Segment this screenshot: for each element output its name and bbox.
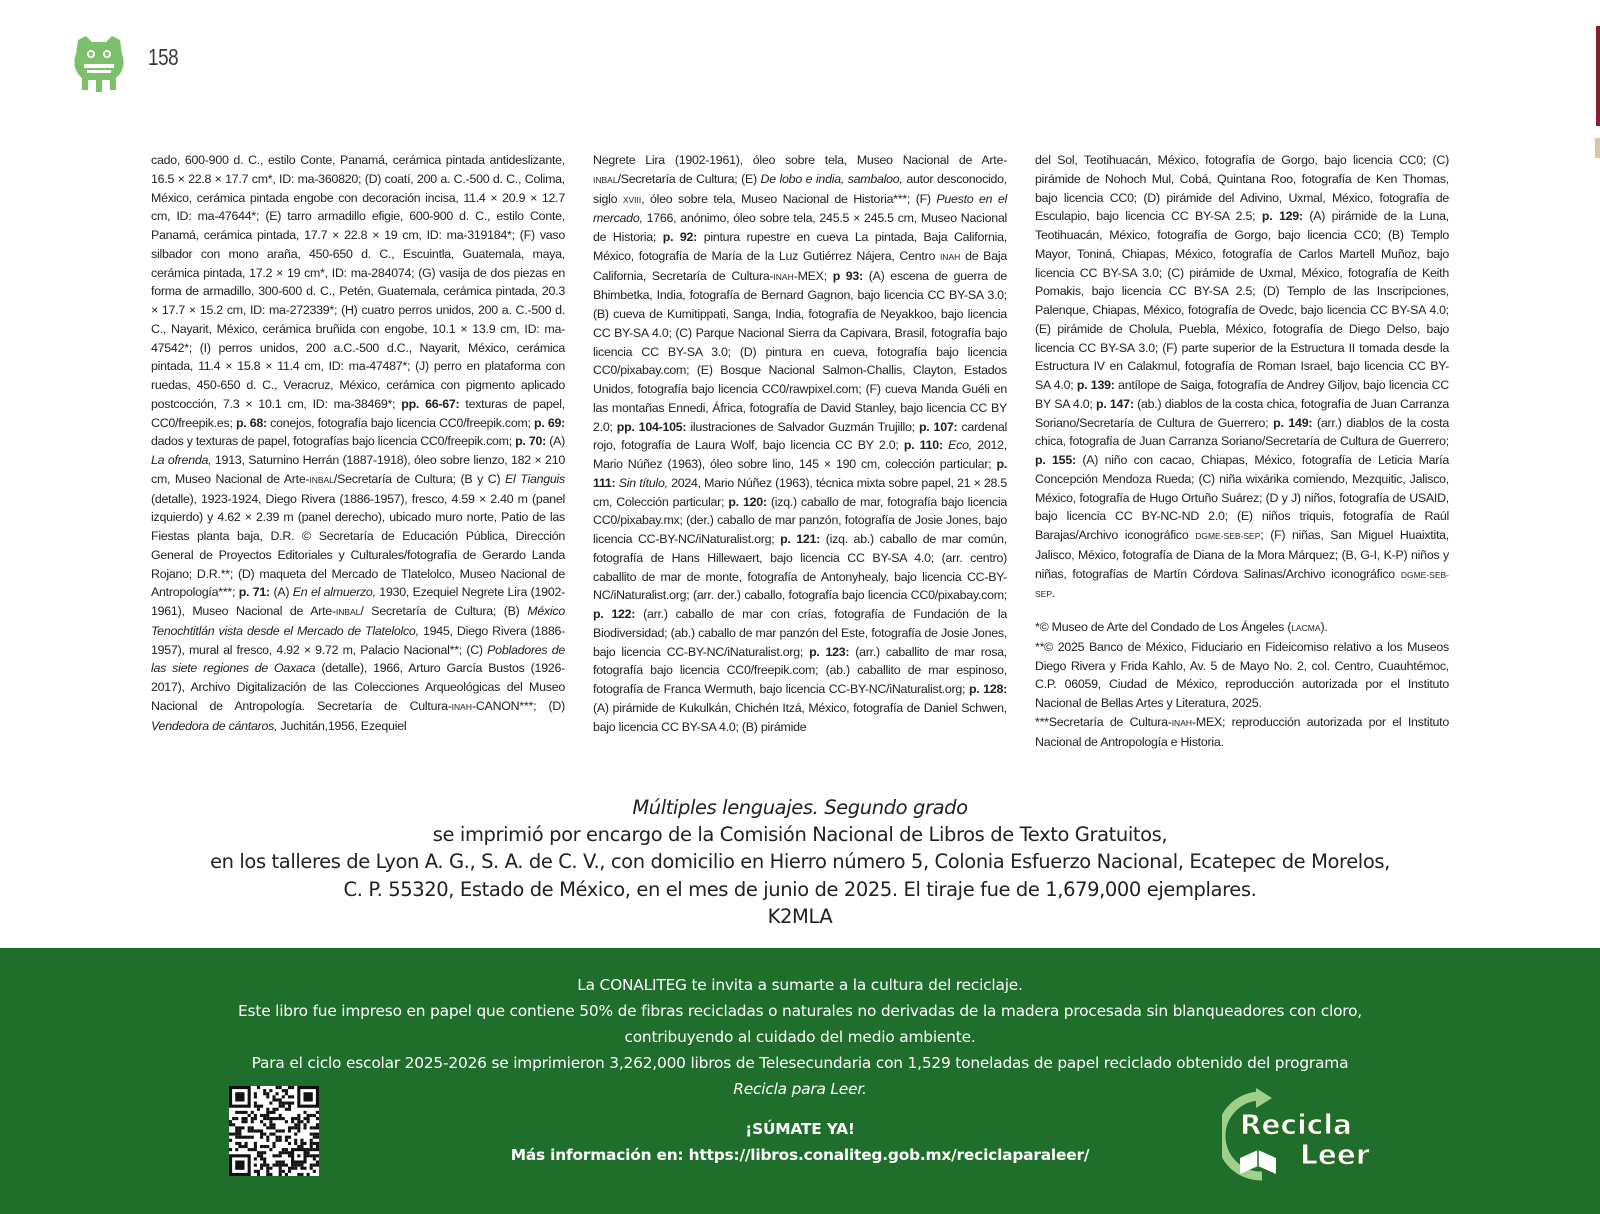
abbreviation: DGME-SEB-SEP [1195,531,1261,541]
credit-text: ilustraciones de Salvador Guzmán Trujillo; [690,419,915,434]
credit-text: /Secretaría de Cultura; (B y C) [333,471,501,486]
credit-text: 1913, Saturnino Herrán (1887-1918), óleo sobre lienzo, 182 × 210 cm, Museo Nacional de Arte- [151,453,565,486]
page-ref: p. 92: [662,230,698,244]
edge-marker [1596,26,1600,126]
book-title: Múltiples lenguajes. Segundo grado [632,796,968,819]
credits-column-1 [151,151,565,735]
page-ref: p. 120: [728,494,767,509]
credit-text: autor desconocido, siglo [593,171,1007,206]
footer-line: Para el ciclo escolar 2025-2026 se imprimieron 3,262,000 libros de Telesecundaria con 1,529 toneladas de papel reciclado obtenido del programa [251,1054,1349,1072]
credit-text: 2024, Mario Núñez (1963), técnica mixta sobre papel, 21 × 28.5 cm, Colección particular; [593,475,1007,509]
footer-line: contribuyendo al cuidado del medio ambiente. [624,1028,976,1046]
artwork-title: Vendedora de cántaros, [151,718,278,733]
artwork-title: La ofrenda, [151,453,212,467]
page-number: 158 [148,44,179,70]
footnote-text: -MEX; reproducción autorizada por el Instituto Nacional de Antropología e Historia. [1035,714,1449,749]
page-ref: p. 107: [918,419,958,434]
page-header [0,0,1600,110]
credit-text: (arr.) caballo de mar con crías, fotografía de Fundación de la Biodiversidad; (ab.) caballo de mar panzón del Este, fotografía de Josie Jones, bajo licencia CC-BY-NC/iNaturalist.org; [593,607,1007,659]
footnote-inah [1035,713,1449,752]
page-ref: p. 129: [1261,209,1303,224]
recycling-url-link[interactable]: https://libros.conaliteg.gob.mx/reciclaparaleer/ [688,1146,1090,1164]
abbreviation: XVIII [622,194,642,205]
credit-text: (A) pirámide de la Luna, Teotihuacán, México, fotografía de Gorgo, bajo licencia CC0; (B) Templo Mayor, Toniná, Chiapas, México, fotografía de Carlos Martell Muñoz, bajo licencia CC BY-SA 3.0; (C) pirámide de Uxmal, México, fotografía de Keith Pomakis, bajo licencia CC BY-SA 2.5; (D) Templo de las Inscripciones, Palenque, Chiapas, México, fotografía de Ovedc, bajo licencia CC BY-SA 4.0; (E) pirámide de Cholula, Puebla, México, fotografía de Diego Delso, bajo licencia CC BY-SA 3.0; (F) parte superior de la Estructura II tomada desde la Estructura IV en Calakmul, fotografía de Roman Israel, bajo licencia CC BY-SA 4.0; [1035,209,1449,392]
abbreviation: INBAL [309,474,334,485]
page-ref: p. 128: [968,682,1007,696]
imprint-colophon [0,794,1600,930]
abbreviation: INAH [939,251,961,262]
logo-word-leer: Leer [1300,1138,1370,1171]
credit-text: . [1052,586,1056,601]
imprint-line: C. P. 55320, Estado de México, en el mes de junio de 2025. El tiraje fue de 1,679,000 ejemplares. [343,877,1257,901]
credits-block [1035,151,1449,604]
credit-text: 1945, Diego Rivera (1886-1957), mural al fresco, 4.92 × 9.72 m, Palacio Nacional**; (C) [151,623,565,657]
credit-text: / Secretaría de Cultura; (B) [360,604,520,618]
credit-text: (detalle), 1923-1924, Diego Rivera (1886-1957), fresco, 4.59 × 2.40 m (panel izquierdo) y 4.62 × 2.39 m (panel derecho), ubicado muro norte, Patio de las Fiestas planta baja, D.R. © Secretaría de Educación Pública, Dirección General de Proyectos Editoriales y Culturales/fotografía de Gerardo Landa Rojano; D.R.**; (D) maqueta del Mercado de Tlatelolco, Museo Nacional de Antropología***; [151,491,565,600]
page-ref: p 93: [832,268,863,283]
footnote-banxico: **© 2025 Banco de México, Fiduciario en Fideicomiso relativo a los Museos Diego Rivera y Frida Kahlo, Av. 5 de Mayo No. 2, col. Centro, Cuauhtémoc, C.P. 06059, Ciudad de México, reproducción autorizada por el Instituto Nacional de Bellas Artes y Literatura, 2025. [1035,639,1449,710]
page-ref: p. 69: [534,415,565,430]
abbreviation: INBAL [593,174,618,185]
page-ref: p. 123: [809,644,850,659]
credit-text: (A) niño con cacao, Chiapas, México, fotografía de Leticia María Concepción Mendoza Rueda; (C) niña wixárika comiendo, Mezquitic, Jalisco, México, fotografía de Hugo Ortuño Suárez; (D y J) niños, fotografía de USAID, bajo licencia CC BY-NC-ND 2.0; (E) niños triquis, fotografía de Raúl Barajas/Archivo iconográfico [1035,453,1449,542]
credit-text: pintura rupestre en cueva La pintada, Baja California, México, fotografía de María de la Luz Gutiérrez Nájera, Centro [593,230,1007,263]
credit-text: antílope de Saiga, fotografía de Andrey Giljov, bajo licencia CC BY SA 4.0; [1035,378,1449,411]
abbreviation: INAH [451,701,472,712]
credit-text: Negrete Lira (1902-1961), óleo sobre tela, Museo Nacional de Arte- [593,153,1007,167]
credit-text: 1930, Ezequiel Negrete Lira (1902-1961), Museo Nacional de Arte- [151,585,565,618]
credits-columns [151,151,1449,783]
abbreviation: INAH [773,271,794,282]
page-ref: p. 121: [780,532,821,546]
page-ref: p. 110: [903,438,943,453]
sep-emblem-icon [72,34,126,92]
artwork-title: En el almuerzo, [292,585,376,600]
credit-text: -CANON***; (D) [471,698,565,713]
logo-word-recicla: Recicla [1240,1108,1352,1141]
page-ref: p. 155: [1035,453,1076,467]
recicla-para-leer-logo [1222,1088,1372,1182]
artwork-title: Puesto en el mercado, [593,191,1007,226]
credit-text: /Secretaría de Cultura; (E) [617,171,757,186]
footnote-text: ***Secretaría de Cultura- [1035,714,1172,729]
credit-text: texturas de papel, CC0/freepik.es; [151,396,565,430]
footer-line: Este libro fue impreso en papel que contiene 50% de fibras recicladas o naturales no derivadas de la madera procesada sin blanqueadores con cloro, [238,1002,1362,1020]
artwork-title: Eco, [948,438,972,453]
credit-text: de Baja California, Secretaría de Cultura- [593,248,1007,283]
credit-text: cado, 600-900 d. C., estilo Conte, Panamá, cerámica pintada antideslizante, 16.5 × 22.8 × 17.7 cm*, ID: ma-360820; (D) coatí, 200 a. C.-500 d. C., Colima, México, cerámica pintada engobe con decoración incisa, 11.4 × 20.9 × 12.7 cm, ID: ma-47644*; (E) tarro armadillo efigie, 600-900 d. C., estilo Conte, Panamá, cerámica pintada, 17.7 × 22.8 × 19 cm, ID: ma-319184*; (F) vaso silbador con mono araña, 450-650 d. C., Escuintla, Guatemala, maya, cerámica pintada, 17.2 × 19 cm*, ID: ma-284074; (G) vasija de dos piezas en forma de armadillo, 300-600 d. C., Petén, Guatemala, cerámica pintada, 20.3 × 17.7 × 15.2 cm, ID: ma-272339*; (H) cuatro perros unidos, 200 a. C.-500 d. C., Nayarit, México, cerámica bruñida con engobe, 10.1 × 13.9 cm, ID: ma-47542*; (I) perros unidos, 200 a.C.-500 d.C., Nayarit, México, cerámica pintada, 11.4 × 15.8 × 11.4 cm, ID: ma-47487*; (J) perro en plataforma con ruedas, 450-650 d. C., Veracruz, México, cerámica con pigmento aplicado postcocción, 7.3 × 10.1 cm, ID: ma-38469*; [151,153,565,411]
info-label: Más información en: [510,1146,684,1164]
page-ref: p. 71: [238,585,270,600]
credit-text: dados y texturas de papel, fotografías bajo licencia CC0/freepik.com; [151,434,512,449]
credit-text: cardenal rojo, fotografía de Laura Wolf, bajo licencia CC BY 2.0; [593,419,1007,453]
credit-text: (A) [549,434,565,449]
credit-text: 1766, anónimo, óleo sobre tela, 245.5 × 245.5 cm, Museo Nacional de Historia; [593,211,1007,244]
artwork-title: El Tianguis [505,471,565,486]
abbreviation: INBAL [335,607,361,617]
credit-text: (detalle), 1966, Arturo García Bustos (1926-2017), Archivo Digitalización de las Colecciones Arqueológicas del Museo Nacional de Antropología. Secretaría de Cultura- [151,661,565,713]
credit-text: Juchitán,1956, Ezequiel [280,718,407,733]
credit-text: (izq. ab.) caballo de mar común, fotografía de Hans Hillewaert, bajo licencia CC BY-SA 4.0; (arr. centro) caballito de mar de monte, fotografía de Antonyhealy, bajo licencia CC-BY-NC/iNaturalist.org; (arr. der.) caballo, fotografía bajo licencia CC0/pixabay.com; [593,532,1007,603]
qr-code-icon[interactable] [229,1086,319,1176]
abbreviation: INAH [1171,717,1192,728]
footnote-lacma [1035,618,1449,638]
footnote-text: *© Museo de Arte del Condado de Los Ángeles ( [1035,620,1292,634]
abbreviation: DGME-SEB-SEP [1035,569,1449,600]
credit-text: (ab.) diablos de la costa chica, fotografía de Juan Carranza Soriano/Secretaría de Cultura de Guerrero; [1035,396,1449,430]
credit-text: conejos, fotografía bajo licencia CC0/freepik.com; [270,415,531,430]
credit-text: (izq.) caballo de mar, fotografía bajo licencia CC0/pixabay.mx; (der.) caballo de mar panzón, fotografía de Josie Jones, bajo licencia CC-BY-NC/iNaturalist.org; [593,494,1008,546]
imprint-line: se imprimió por encargo de la Comisión Nacional de Libros de Texto Gratuitos, [432,823,1168,847]
credit-text: (arr.) caballito de mar rosa, fotografía bajo licencia CC0/freepik.com; (ab.) caballito de mar espinoso, fotografía de Franca Wermuth, bajo licencia CC-BY-NC/iNaturalist.org; [593,644,1007,696]
page-ref: p. 122: [593,607,636,621]
program-name: Recicla para Leer. [733,1080,867,1098]
credit-text: (A) pirámide de Kukulkán, Chichén Itzá, México, fotografía de Daniel Schwen, bajo licencia CC BY-SA 4.0; (B) pirámide [593,700,1007,734]
credit-text: (A) escena de guerra de Bhimbetka, India, fotografía de Bernard Gagnon, bajo licencia CC BY-SA 3.0; (B) cueva de Kumitippati, Sanga, India, fotografía de Neyakkoo, bajo licencia CC BY-SA 4.0; (C) Parque Nacional Sierra da Capivara, Brasil, fotografía bajo licencia CC BY-SA 3.0; (D) pintura en cueva, fotografía bajo licencia CC0/pixabay.com; (E) Bosque Nacional Salmon-Challis, Clayton, Estados Unidos, fotografía bajo licencia CC0/rawpixel.com; (F) cueva Manda Guéli en las montañas Ennedi, África, fotografía de David Stanley, bajo licencia CC BY 2.0; [593,268,1007,434]
edge-tab [1595,138,1600,158]
page-ref: pp. 66-67: [401,396,460,411]
credits-column-2 [593,151,1007,736]
artwork-title: De lobo e india, sambaloo, [760,171,903,186]
credits-column-3 [1035,151,1449,751]
page-ref: p. 147: [1096,396,1134,411]
artwork-title: Sin título, [618,475,668,490]
abbreviation: LACMA [1291,623,1321,633]
credit-text: (A) [273,585,290,600]
credit-text: 2012, Mario Núñez (1963), óleo sobre lino, 145 × 190 cm, colección particular; [593,438,1007,471]
artwork-title: México Tenochtitlán vista desde el Mercado de Tlatelolco, [151,604,565,638]
book-code: K2MLA [767,904,833,928]
page-ref: p. 111: [593,457,1007,490]
recycling-footer [0,948,1600,1214]
footnote-text: ). [1320,620,1328,634]
imprint-line: en los talleres de Lyon A. G., S. A. de C. V., con domicilio en Hierro número 5, Colonia Esfuerzo Nacional, Ecatepec de Morelos, [210,850,1390,874]
credit-text: -MEX; [793,268,827,283]
footnotes [1035,618,1449,751]
footer-line: La CONALITEG te invita a sumarte a la cultura del reciclaje. [577,976,1023,994]
page-ref: p. 139: [1076,378,1115,392]
page-ref: pp. 104-105: [616,419,687,434]
page-ref: p. 68: [235,415,267,430]
credit-text: del Sol, Teotihuacán, México, fotografía de Gorgo, bajo licencia CC0; (C) pirámide de Nohoch Mul, Cobá, Quintana Roo, fotografía de Ken Thomas, bajo licencia CC0; (D) pirámide del Adivino, Uxmal, México, fotografía de Esculapio, bajo licencia CC BY-SA 2.5; [1035,153,1449,224]
page-ref: p. 70: [515,434,546,449]
page-ref: p. 149: [1273,415,1313,430]
call-to-action: ¡SÚMATE YA! [745,1120,855,1138]
credit-text: , óleo sobre tela, Museo Nacional de Historia***; (F) [641,191,931,206]
artwork-title: Pobladores de las siete regiones de Oaxaca [151,642,565,676]
credit-text: (arr.) diablos de la costa chica, fotografía de Juan Carranza Soriano/Secretaría de Cultura de Guerrero; [1035,415,1449,449]
credit-text: ; (F) niñas, San Miguel Huaixtita, Jalisco, México, fotografía de Diana de la Mora Márquez; (B, G-I, K-P) niños y niñas, fotografías de Martín Córdova Salinas/Archivo iconográfico [1035,528,1449,581]
